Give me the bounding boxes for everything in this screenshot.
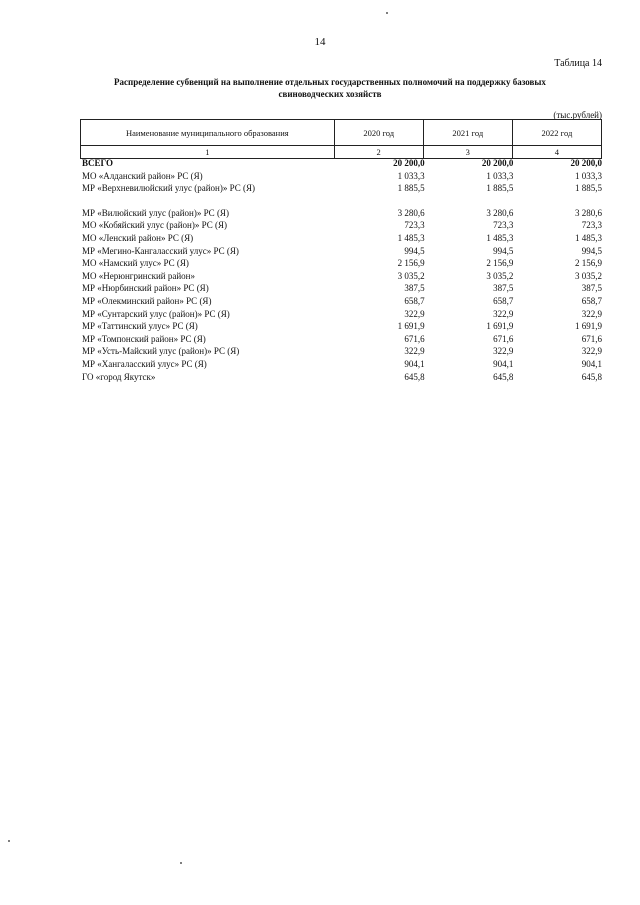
row-value-2021: 2 156,9 [486,258,514,269]
row-value-2020: 2 156,9 [397,258,425,269]
row-value-2021: 904,1 [493,358,514,369]
row-value-2020: 387,5 [404,283,425,294]
row-name: МР «Мегино-Кангаласский улус» РС (Я) [82,245,239,256]
row-name: ГО «город Якутск» [82,371,156,382]
row-name: МР «Хангаласский улус» РС (Я) [82,358,207,369]
row-value-2020: 20 200,0 [393,158,425,168]
row-value-2020: 3 035,2 [397,270,425,281]
table-row [80,371,602,384]
title-line-1: Распределение субвенций на выполнение отдельных государственных полномочий на поддержку базовых [114,77,546,87]
row-value-2020: 671,6 [404,333,425,344]
table-row [80,170,602,183]
row-value-2021: 1 485,3 [486,232,514,243]
scan-speck [8,840,10,842]
row-value-2022: 658,7 [581,295,602,306]
row-name: МР «Вилюйский улус (район)» РС (Я) [82,207,229,218]
header-num-4: 4 [512,146,601,159]
table-row [80,320,602,333]
row-value-2021: 1 033,3 [486,170,514,181]
scan-speck [180,862,182,864]
header-row [81,120,602,146]
table-row [80,257,602,270]
row-value-2021: 1 691,9 [486,321,514,332]
row-value-2021: 645,8 [493,371,514,382]
row-value-2021: 322,9 [493,308,514,319]
document-title [90,76,570,100]
row-name: МР «Сунтарский улус (район)» РС (Я) [82,308,230,319]
row-value-2020: 1 691,9 [397,321,425,332]
title-line-2: свиноводческих хозяйств [278,89,382,99]
table-row [80,219,602,232]
row-value-2022: 723,3 [581,220,602,231]
row-value-2020: 322,9 [404,308,425,319]
table-row [80,295,602,308]
row-value-2022: 1 691,9 [574,321,602,332]
row-value-2020: 1 033,3 [397,170,425,181]
row-value-2021: 994,5 [493,245,514,256]
header-num-1: 1 [81,146,335,159]
row-value-2022: 20 200,0 [570,158,602,168]
row-name: ВСЕГО [82,158,114,168]
row-name: МО «Намский улус» РС (Я) [82,258,189,269]
row-value-2020: 3 280,6 [397,207,425,218]
header-year-2021: 2021 год [423,120,512,146]
row-value-2020: 322,9 [404,346,425,357]
row-value-2022: 322,9 [581,346,602,357]
row-value-2020: 904,1 [404,358,425,369]
header-name-col: Наименование муниципального образования [81,120,335,146]
table-row [80,270,602,283]
header-year-2022: 2022 год [512,120,601,146]
row-value-2022: 322,9 [581,308,602,319]
page-number: 14 [314,36,326,48]
row-value-2020: 1 885,5 [397,183,425,194]
row-value-2021: 658,7 [493,295,514,306]
header-year-2020: 2020 год [334,120,423,146]
row-value-2022: 1 485,3 [574,232,602,243]
row-value-2022: 387,5 [581,283,602,294]
table-row [80,358,602,371]
row-value-2022: 671,6 [581,333,602,344]
row-name: МР «Таттинский улус» РС (Я) [82,321,198,332]
row-value-2022: 3 280,6 [574,207,602,218]
table-row [80,182,602,195]
unit-label: (тыс.рублей) [553,110,602,120]
row-value-2022: 1 885,5 [574,183,602,194]
table-label: Таблица 14 [554,58,602,69]
row-value-2021: 20 200,0 [481,158,514,168]
row-name: МО «Ленский район» РС (Я) [82,232,194,243]
row-value-2022: 1 033,3 [574,170,602,181]
row-value-2021: 322,9 [493,346,514,357]
row-value-2022: 645,8 [581,371,602,382]
row-name: МР «Томпонский район» РС (Я) [82,333,206,344]
table-row [80,232,602,245]
table-body [80,157,602,383]
row-value-2021: 1 885,5 [486,183,514,194]
row-value-2022: 3 035,2 [574,270,602,281]
row-name: МО «Алданский район» РС (Я) [82,170,203,181]
row-name: МР «Усть-Майский улус (район)» РС (Я) [82,346,240,357]
row-value-2022: 994,5 [581,245,602,256]
row-value-2020: 994,5 [404,245,425,256]
row-name: МР «Олекминский район» РС (Я) [82,295,212,306]
row-name: МР «Нюрбинский район» РС (Я) [82,283,209,294]
table-row [80,282,602,295]
table-row [80,207,602,220]
row-value-2022: 904,1 [581,358,602,369]
row-value-2020: 723,3 [404,220,425,231]
table-row [80,308,602,321]
row-value-2021: 387,5 [493,283,514,294]
row-value-2020: 658,7 [404,295,425,306]
table-row [80,333,602,346]
row-value-2021: 671,6 [493,333,514,344]
row-value-2021: 3 035,2 [486,270,514,281]
table-row [80,245,602,258]
table-row-total [80,157,602,170]
row-value-2022: 2 156,9 [574,258,602,269]
row-value-2020: 645,8 [404,371,425,382]
row-name: МО «Нерюнгринский район» [82,270,195,281]
table-header [80,119,602,159]
row-value-2021: 3 280,6 [486,207,514,218]
row-value-2021: 723,3 [493,220,514,231]
scan-speck [386,12,388,14]
table-row [80,345,602,358]
header-num-2: 2 [334,146,423,159]
row-name: МР «Верхневилюйский улус (район)» РС (Я) [82,183,255,194]
header-num-3: 3 [423,146,512,159]
row-name: МО «Кобяйский улус (район)» РС (Я) [82,220,227,231]
row-value-2020: 1 485,3 [397,232,425,243]
